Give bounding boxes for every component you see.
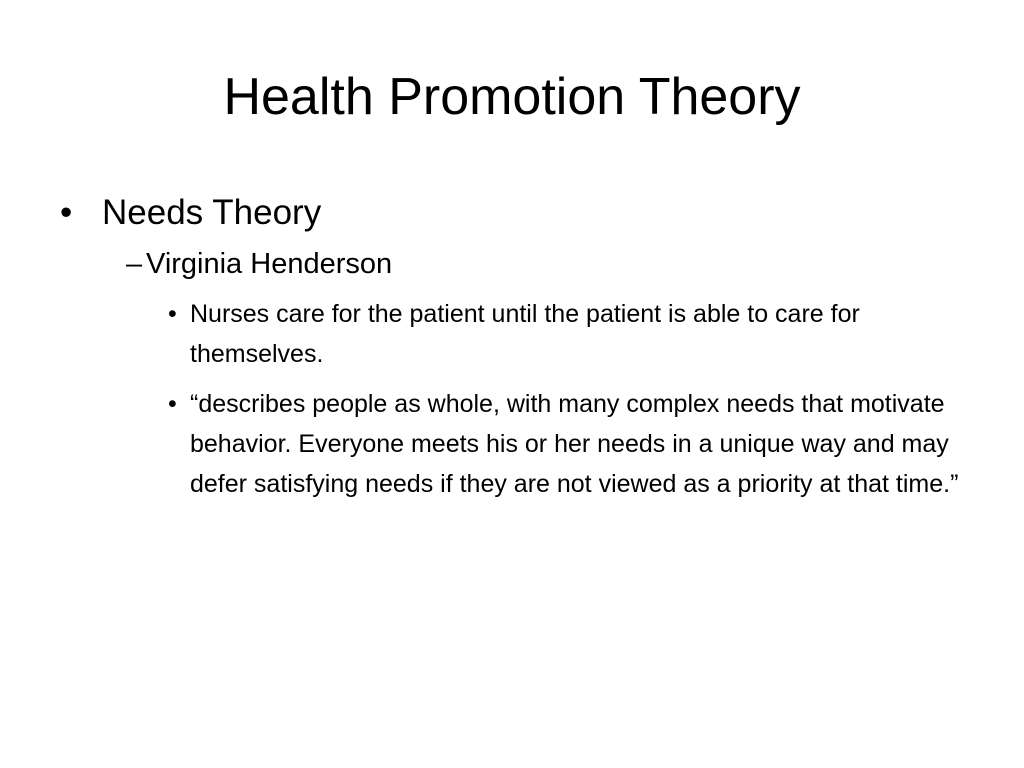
bullet-marker: • xyxy=(168,390,177,418)
bullet-marker: • xyxy=(168,300,177,328)
slide-title: Health Promotion Theory xyxy=(223,68,801,126)
sub-sub-bullet-text: “describes people as whole, with many complex needs that motivate behavior. Everyone meets his or her needs in a unique way and may defer satisfying needs if they are not viewed as a priority at that time.” xyxy=(190,390,959,498)
dash-marker: – xyxy=(126,248,143,280)
sub-bullet-virginia-henderson xyxy=(126,242,978,286)
bullet-needs-theory xyxy=(58,188,978,238)
sub-sub-bullet-quote xyxy=(168,384,978,504)
sub-sub-bullet-text: Nurses care for the patient until the patient is able to care for themselves. xyxy=(190,300,860,368)
bullet-text: Needs Theory xyxy=(102,193,322,232)
sub-bullet-text: Virginia Henderson xyxy=(146,248,393,280)
bullet-marker: • xyxy=(60,193,73,232)
sub-sub-bullet-nurses-care xyxy=(168,294,978,374)
slide-body xyxy=(58,188,978,504)
